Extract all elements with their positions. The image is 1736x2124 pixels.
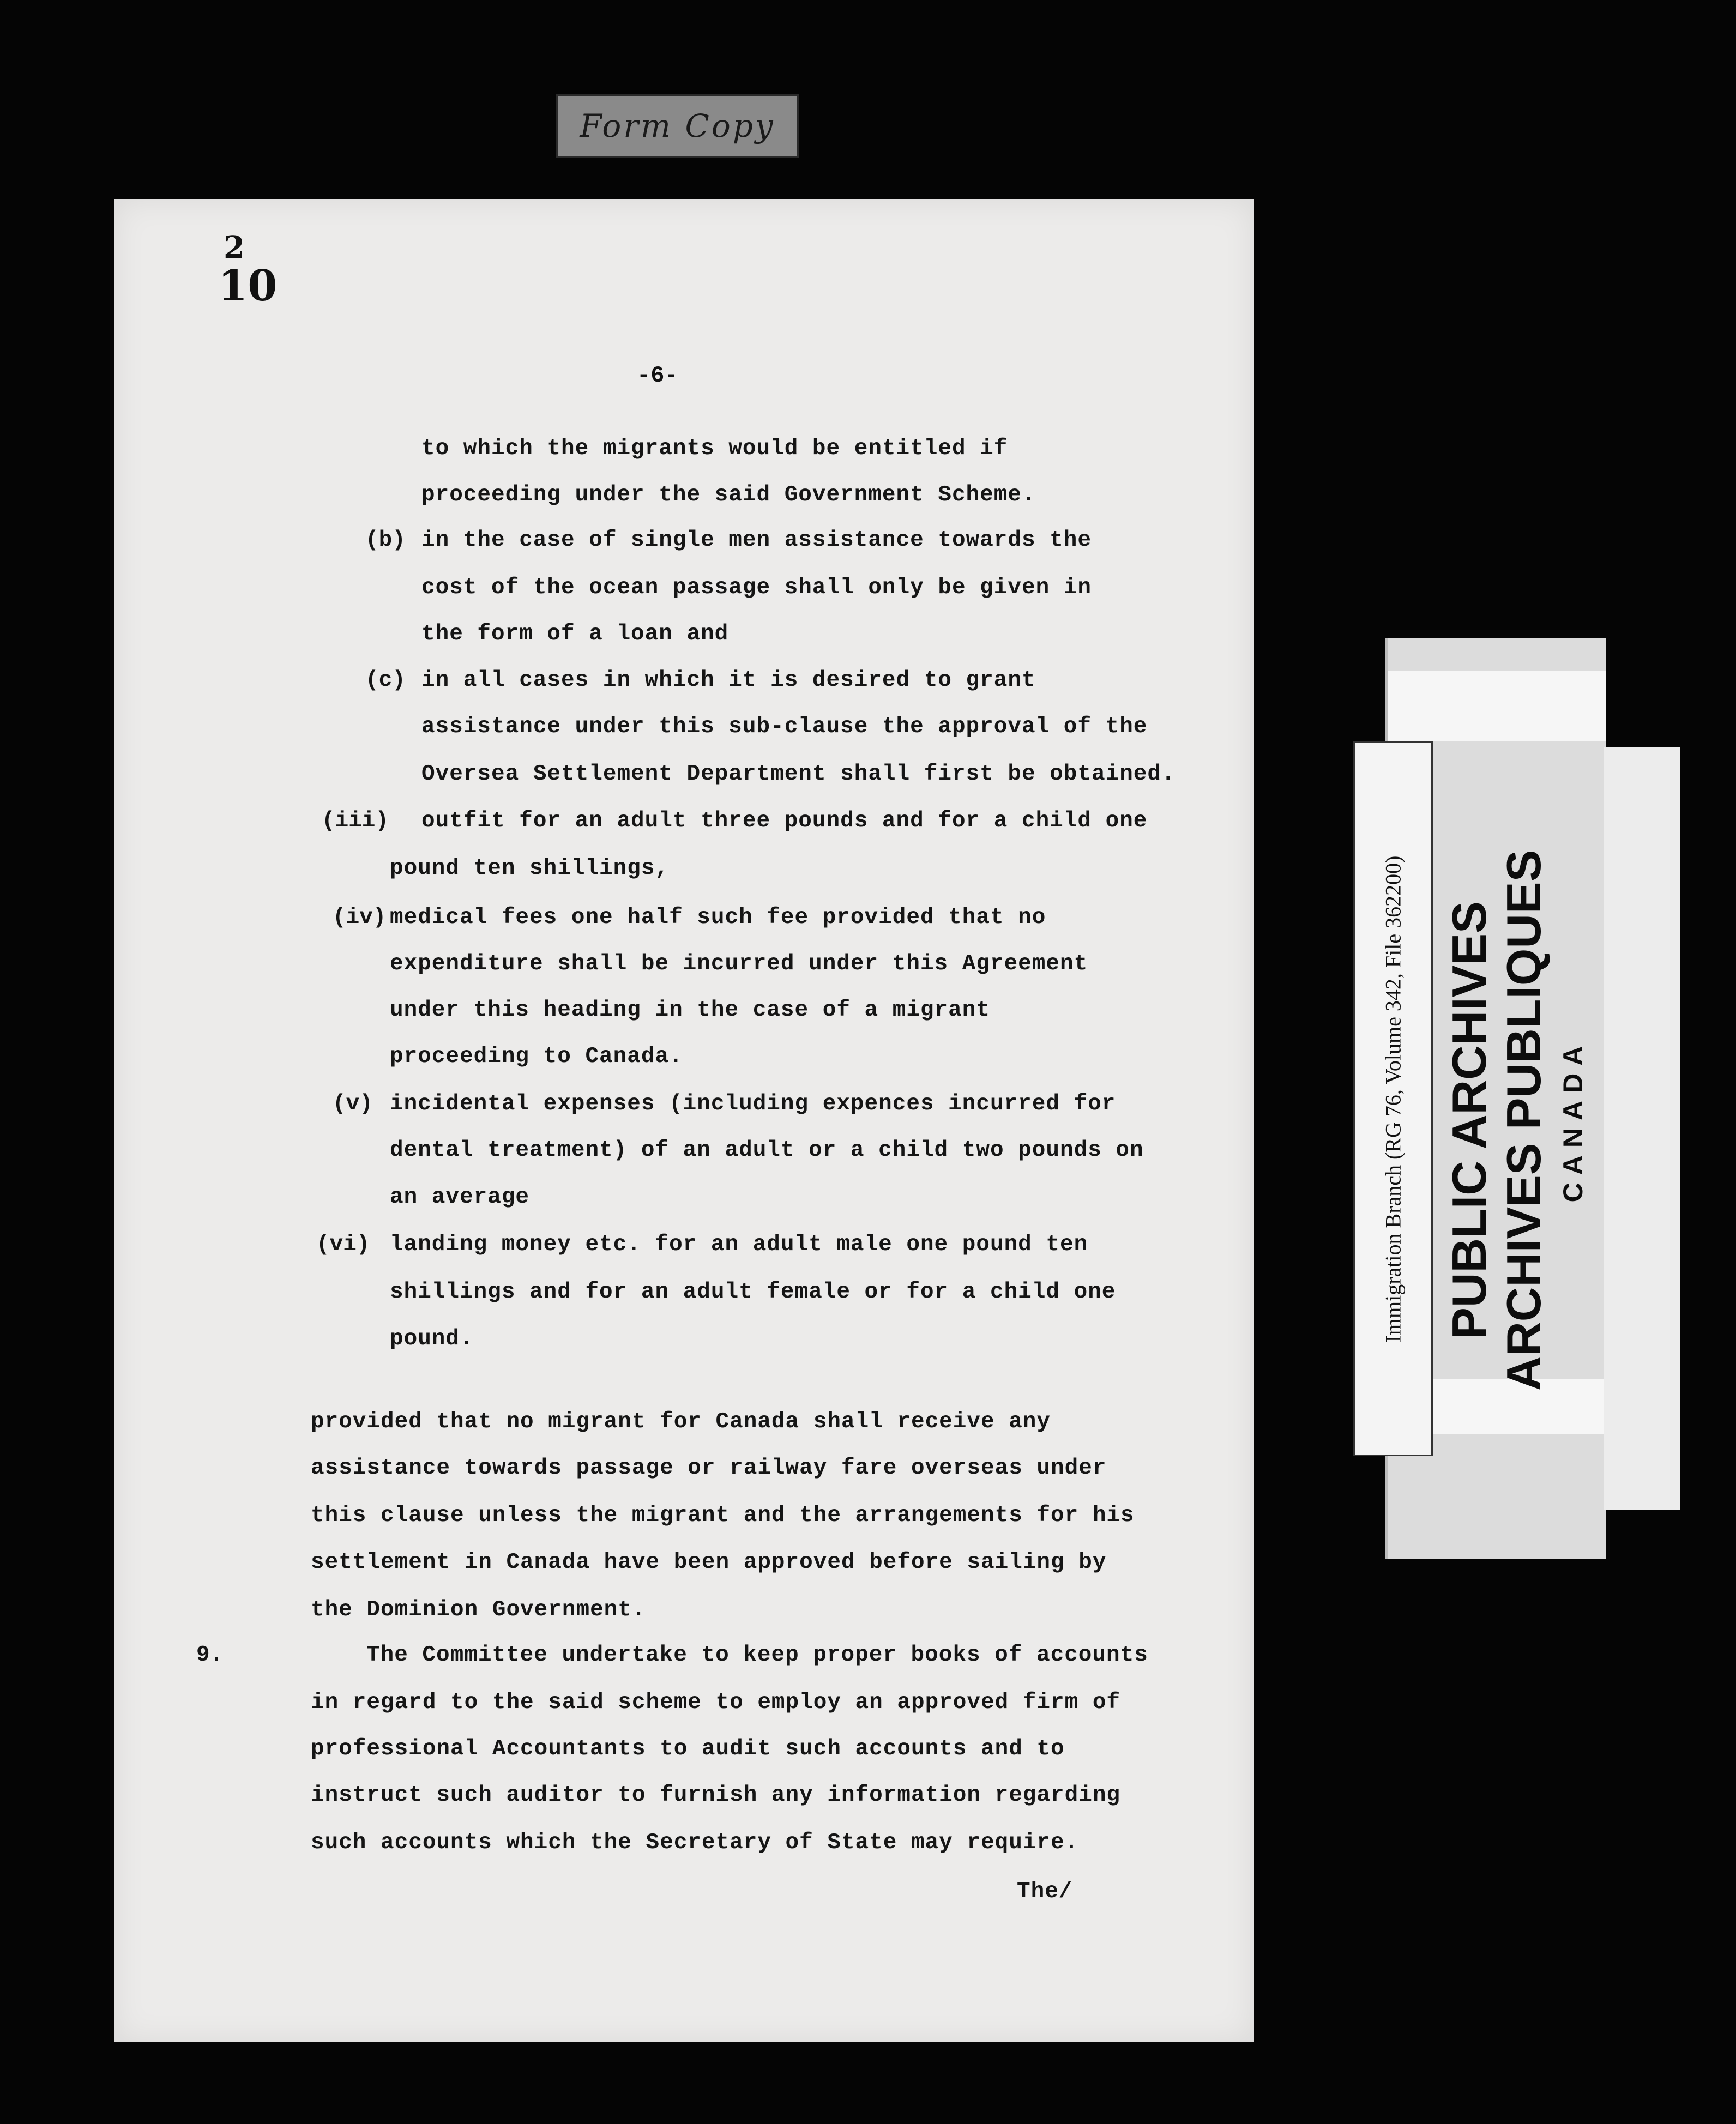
text-line: in all cases in which it is desired to grant [421, 668, 1036, 693]
text-line: proceeding under the said Government Scheme. [421, 482, 1036, 508]
handwritten-bottom: 10 [218, 261, 278, 311]
text-line: under this heading in the case of a migrant [390, 998, 990, 1023]
text-line: landing money etc. for an adult male one pound ten [390, 1232, 1088, 1257]
page-number: -6- [637, 363, 678, 389]
clause-label-9: 9. [196, 1643, 224, 1668]
text-line: Oversea Settlement Department shall first be obtained. [421, 762, 1176, 787]
stamp-line-1: PUBLIC ARCHIVES [1442, 901, 1496, 1339]
document-text [114, 199, 1254, 2042]
text-line: pound ten shillings, [390, 856, 670, 881]
handwritten-top: 2 [224, 230, 245, 266]
text-line: an average [390, 1185, 530, 1210]
clause-label-vi: (vi) [316, 1232, 370, 1257]
label-band [1388, 671, 1606, 741]
stamp-line-2: ARCHIVES PUBLIQUES [1497, 849, 1551, 1391]
label-side-panel [1604, 747, 1680, 1510]
clause-label-iii: (iii) [322, 808, 389, 834]
document-page [114, 199, 1254, 2042]
text-line: to which the migrants would be entitled if [421, 436, 1008, 461]
text-line: medical fees one half such fee provided that no [390, 905, 1046, 930]
stamp-line-3: CANADA [1558, 1038, 1588, 1203]
text-line: instruct such auditor to furnish any information regarding [311, 1783, 1121, 1808]
text-line: pound. [390, 1326, 474, 1351]
text-line-continuation: The/ [1017, 1879, 1073, 1904]
text-line: dental treatment) of an adult or a child two pounds on [390, 1138, 1144, 1163]
form-copy-label: Form Copy [580, 107, 775, 144]
clause-label-c: (c) [365, 668, 406, 693]
clause-label-b: (b) [365, 528, 406, 553]
text-line: The Committee undertake to keep proper books of accounts [366, 1643, 1148, 1668]
text-line: cost of the ocean passage shall only be given in [421, 575, 1092, 600]
text-line: proceeding to Canada. [390, 1044, 683, 1069]
public-archives-stamp [1442, 834, 1600, 1407]
text-line: expenditure shall be incurred under this Agreement [390, 951, 1088, 976]
text-line: assistance under this sub-clause the approval of the [421, 714, 1148, 739]
text-line: the form of a loan and [421, 621, 729, 647]
text-line: in the case of single men assistance towards the [421, 528, 1092, 553]
text-line: outfit for an adult three pounds and for a child one [421, 808, 1148, 834]
text-line: in regard to the said scheme to employ an approved firm of [311, 1690, 1121, 1715]
archive-reference-strip [1353, 741, 1433, 1456]
text-line: assistance towards passage or railway fare overseas under [311, 1456, 1107, 1481]
text-line: such accounts which the Secretary of State may require. [311, 1830, 1079, 1855]
text-line: provided that no migrant for Canada shall receive any [311, 1409, 1051, 1434]
form-copy-tag [556, 94, 799, 158]
archive-reference-text: Immigration Branch (RG 76, Volume 342, File 362200) [1381, 855, 1406, 1342]
text-line: this clause unless the migrant and the arrangements for his [311, 1503, 1135, 1528]
text-line: the Dominion Government. [311, 1597, 646, 1622]
text-line: professional Accountants to audit such accounts and to [311, 1736, 1065, 1761]
clause-label-v: (v) [333, 1091, 373, 1117]
text-line: shillings and for an adult female or for a child one [390, 1280, 1116, 1305]
clause-label-iv: (iv) [333, 905, 387, 930]
text-line: settlement in Canada have been approved before sailing by [311, 1550, 1107, 1575]
text-line: incidental expenses (including expences incurred for [390, 1091, 1116, 1117]
